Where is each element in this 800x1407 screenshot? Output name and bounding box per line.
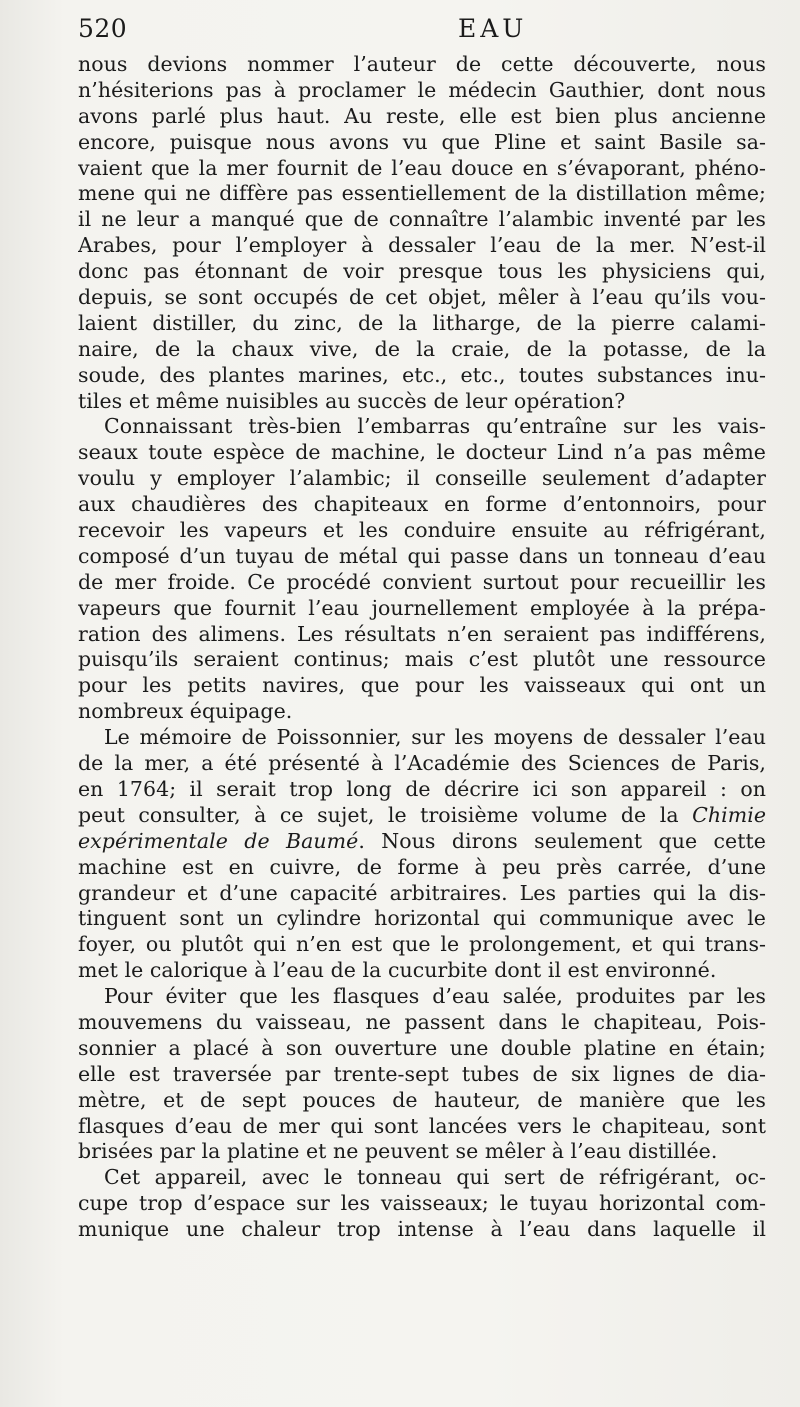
text-line: elle est traversée par trente-sept tubes de six lignes de dia- <box>78 1061 766 1086</box>
text-line: cupe trop d’espace sur les vaisseaux; le tuyau horizontal com- <box>78 1191 766 1216</box>
text-line: nous devions nommer l’auteur de cette découverte, nous <box>78 52 766 76</box>
text-line: foyer, ou plutôt qui n’en est que le prolongement, et qui trans- <box>78 932 766 957</box>
text-line: il ne leur a manqué que de connaître l’alambic inventé par les <box>78 207 766 232</box>
text-line: Le mémoire de Poissonnier, sur les moyens de dessaler l’eau <box>104 725 766 750</box>
text-line: avons parlé plus haut. Au reste, elle est bien plus ancienne <box>78 103 766 128</box>
text-line: nombreux équipage. <box>78 699 293 724</box>
body-text <box>78 52 766 1243</box>
text-line: brisées par la platine et ne peuvent se mêler à l’eau distillée. <box>78 1139 718 1164</box>
text-line: de la mer, a été présenté à l’Académie des Sciences de Paris, <box>78 751 766 776</box>
text-line: recevoir les vapeurs et les conduire ensuite au réfrigérant, <box>78 518 766 543</box>
text-line: naire, de la chaux vive, de la craie, de la potasse, de la <box>78 336 766 361</box>
page-header <box>78 14 758 54</box>
text-line: pour les petits navires, que pour les vaisseaux qui ont un <box>78 673 766 698</box>
text-span: . Nous dirons seulement que cette <box>358 828 766 853</box>
italic-title: expérimentale de Baumé <box>78 828 359 853</box>
text-line: laient distiller, du zinc, de la litharge, de la pierre calami- <box>78 310 766 335</box>
text-line: vaient que la mer fournit de l’eau douce en s’évaporant, phéno- <box>78 155 766 180</box>
text-line: met le calorique à l’eau de la cucurbite dont il est environné. <box>78 958 717 983</box>
text-line: seaux toute espèce de machine, le docteur Lind n’a pas même <box>78 440 766 465</box>
text-line <box>78 803 766 829</box>
text-line: tiles et même nuisibles au succès de leur opération? <box>78 388 626 413</box>
text-line: Pour éviter que les flasques d’eau salée, produites par les <box>104 984 766 1009</box>
text-line: Arabes, pour l’employer à dessaler l’eau de la mer. N’est-il <box>78 233 766 258</box>
text-line: munique une chaleur trop intense à l’eau dans laquelle il <box>78 1217 766 1242</box>
text-line: de mer froide. Ce procédé convient surtout pour recueillir les <box>78 569 766 594</box>
text-line: mouvemens du vaisseau, ne passent dans le chapiteau, Pois- <box>78 1009 766 1034</box>
text-line: vapeurs que fournit l’eau journellement employée à la prépa- <box>78 595 766 620</box>
text-line: mètre, et de sept pouces de hauteur, de manière que les <box>78 1087 766 1112</box>
text-line: tinguent sont un cylindre horizontal qui communique avec le <box>78 906 766 931</box>
text-line: ration des alimens. Les résultats n’en seraient pas indifférens, <box>78 621 766 646</box>
text-line <box>78 829 766 855</box>
italic-title: Chimie <box>692 802 766 827</box>
text-line: soude, des plantes marines, etc., etc., toutes substances inu- <box>78 362 766 387</box>
text-span: peut consulter, à ce sujet, le troisième volume de la <box>78 802 693 827</box>
text-line: donc pas étonnant de voir presque tous les physiciens qui, <box>78 259 766 284</box>
text-line: voulu y employer l’alambic; il conseille seulement d’adapter <box>78 466 766 491</box>
text-line: n’hésiterions pas à proclamer le médecin Gauthier, dont nous <box>78 77 766 102</box>
text-line: aux chaudières des chapiteaux en forme d’entonnoirs, pour <box>78 492 766 517</box>
text-line: en 1764; il serait trop long de décrire ici son appareil : on <box>78 776 766 801</box>
text-line: grandeur et d’une capacité arbitraires. Les parties qui la dis- <box>78 880 766 905</box>
text-line: mene qui ne diffère pas essentiellement de la distillation même; <box>78 181 766 206</box>
running-head: EAU <box>458 14 528 43</box>
text-line: encore, puisque nous avons vu que Pline et saint Basile sa- <box>78 129 766 154</box>
text-line: machine est en cuivre, de forme à peu près carrée, d’une <box>78 854 766 879</box>
text-line: flasques d’eau de mer qui sont lancées vers le chapiteau, sont <box>78 1113 766 1138</box>
text-line: depuis, se sont occupés de cet objet, mêler à l’eau qu’ils vou- <box>78 285 766 310</box>
text-line: sonnier a placé à son ouverture une double platine en étain; <box>78 1035 766 1060</box>
text-line: composé d’un tuyau de métal qui passe dans un tonneau d’eau <box>78 543 766 568</box>
text-line: puisqu’ils seraient continus; mais c’est plutôt une ressource <box>78 647 766 672</box>
text-line: Connaissant très-bien l’embarras qu’entraîne sur les vais- <box>104 414 766 439</box>
page-number: 520 <box>78 14 128 43</box>
text-line: Cet appareil, avec le tonneau qui sert de réfrigérant, oc- <box>104 1165 766 1190</box>
